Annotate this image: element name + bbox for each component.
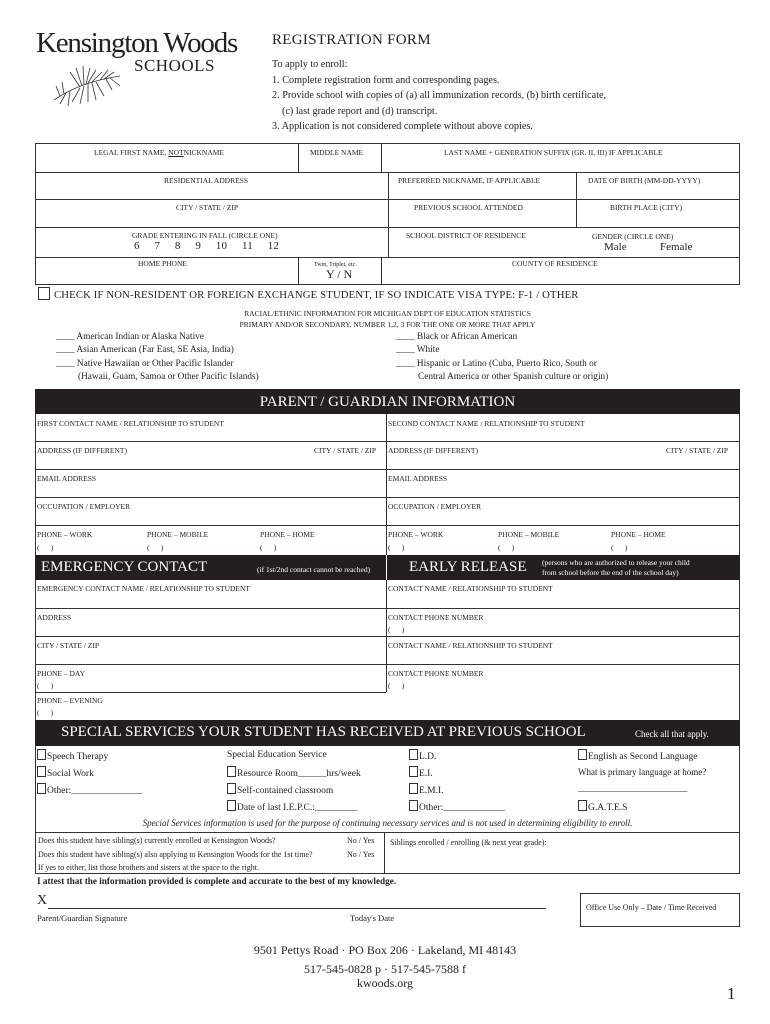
label-email-2: EMAIL ADDRESS [388, 474, 448, 483]
ethnic-option[interactable]: ____ Native Hawaiian or Other Pacific Islander [56, 358, 234, 369]
instruction-step: 2. Provide school with copies of (a) all immunization records, (b) birth certificate, [272, 90, 607, 101]
ethnic-option[interactable]: ____ Asian American (Far East, SE Asia, India) [56, 345, 234, 356]
label-previous-school: PREVIOUS SCHOOL ATTENDED [414, 203, 523, 212]
paren: ( ) [37, 708, 54, 717]
label-legal-first-name: LEGAL FIRST NAME, [94, 148, 167, 157]
sibling-q1-yn[interactable]: No / Yes [347, 836, 375, 845]
label-last-name: LAST NAME + GENERATION SUFFIX (GR. II, III) IF APPLICABLE [444, 148, 663, 157]
sibling-q3: If yes to either, list those brothers and sisters at the space to the right. [38, 863, 259, 872]
grade-options[interactable]: 6 7 8 9 10 11 12 [134, 240, 280, 252]
ei-label: E.I. [419, 769, 433, 779]
label-release-contact-1: CONTACT NAME / RELATIONSHIP TO STUDENT [388, 584, 553, 593]
instructions [272, 57, 606, 135]
footer-address: 9501 Pettys Road · PO Box 206 · Lakeland, MI 48143 [253, 943, 517, 957]
emergency-heading: EMERGENCY CONTACT [41, 559, 208, 575]
emergency-heading-bar [35, 555, 386, 580]
label-dob: DATE OF BIRTH (MM-DD-YYYY) [588, 176, 701, 185]
paren: ( ) [147, 543, 164, 552]
ld-checkbox[interactable] [409, 749, 418, 760]
label-city-state-zip: CITY / STATE / ZIP [176, 203, 239, 212]
label-emergency-phone-day: PHONE – DAY [37, 669, 86, 678]
label-phone-home-2: PHONE – HOME [611, 530, 666, 539]
label-not: NOT [168, 148, 184, 157]
label-residential-address: RESIDENTIAL ADDRESS [164, 176, 249, 185]
special-heading: SPECIAL SERVICES YOUR STUDENT HAS RECEIVED AT PREVIOUS SCHOOL [61, 724, 586, 740]
speech-therapy-checkbox[interactable] [37, 749, 46, 760]
esl-checkbox[interactable] [578, 749, 587, 760]
emergency-heading-note: (if 1st/2nd contact cannot be reached) [257, 565, 371, 574]
school-logo [36, 28, 266, 118]
instruction-step: (c) last grade report and (d) transcript. [282, 105, 438, 117]
label-occupation-1: OCCUPATION / EMPLOYER [37, 502, 131, 511]
speech-therapy-label: Speech Therapy [47, 752, 109, 762]
label-emergency-address: ADDRESS [37, 613, 72, 622]
office-use-label: Office Use Only – Date / Time Received [586, 903, 717, 912]
pine-branch-icon [50, 62, 130, 108]
primary-language-line[interactable]: _______________________ [578, 784, 688, 794]
gates-label: G.A.T.E.S [588, 803, 628, 813]
ethnic-option-note: Central America or other Spanish culture or origin) [418, 372, 609, 383]
gender-male-option[interactable]: Male [604, 241, 627, 253]
paren: ( ) [388, 625, 405, 634]
label-preferred-nickname: PREFERRED NICKNAME, IF APPLICABLE [398, 176, 541, 185]
social-work-label: Social Work [47, 769, 94, 779]
label-city-2: CITY / STATE / ZIP [666, 446, 729, 455]
paren: ( ) [37, 681, 54, 690]
instruction-step: 3. Application is not considered complete without above copies. [272, 121, 533, 132]
label-phone-work-2: PHONE – WORK [388, 530, 444, 539]
ld-label: L.D. [419, 752, 437, 762]
emi-checkbox[interactable] [409, 783, 418, 794]
instructions-intro: To apply to enroll: [272, 59, 348, 70]
sibling-q1: Does this student have sibling(s) currently enrolled at Kensington Woods? [38, 836, 276, 845]
parent-heading-bar [35, 389, 740, 414]
early-release-note-2: from school before the end of the school day) [542, 568, 679, 577]
ethnic-option[interactable]: ____ White [396, 345, 440, 356]
social-work-checkbox[interactable] [37, 766, 46, 777]
nonresident-row [38, 287, 579, 301]
instruction-step: 1. Complete registration form and corresponding pages. [272, 74, 500, 86]
label-school-district: SCHOOL DISTRICT OF RESIDENCE [406, 231, 526, 240]
special-disclaimer: Special Services information is used for the purpose of continuing necessary services and is not used in determining eligibility to enroll. [142, 818, 633, 828]
label-middle-name: MIDDLE NAME [310, 148, 364, 157]
paren: ( ) [37, 543, 54, 552]
special-ed-title: Special Education Service [227, 750, 327, 760]
parent-signature-label: Parent/Guardian Signature [37, 913, 128, 923]
ethnic-option[interactable]: ____ Black or African American [396, 332, 518, 342]
label-grade: GRADE ENTERING IN FALL (CIRCLE ONE) [132, 231, 278, 240]
parent-heading: PARENT / GUARDIAN INFORMATION [259, 394, 516, 410]
twins-options[interactable]: Y / N [326, 267, 353, 281]
label-phone-home-1: PHONE – HOME [260, 530, 315, 539]
label-occupation-2: OCCUPATION / EMPLOYER [388, 502, 482, 511]
other-ed-checkbox[interactable] [409, 800, 418, 811]
nonresident-checkbox[interactable] [38, 287, 50, 300]
early-release-note-1: (persons who are authorized to release your child [542, 558, 690, 567]
resource-room-label: Resource Room______hrs/week [237, 769, 361, 779]
office-use-box [580, 893, 740, 927]
paren: ( ) [611, 543, 628, 552]
primary-language-question: What is primary language at home? [578, 767, 707, 777]
ethnic-left-list [56, 331, 259, 385]
paren: ( ) [388, 543, 405, 552]
other-service-label: Other:_______________ [47, 786, 143, 796]
nonresident-label: CHECK IF NON-RESIDENT OR FOREIGN EXCHANGE STUDENT, IF SO INDICATE VISA TYPE: F-1 / OTHER [54, 289, 579, 301]
sibling-q2-yn[interactable]: No / Yes [347, 850, 375, 859]
label-email-1: EMAIL ADDRESS [37, 474, 97, 483]
attest-statement: I attest that the information provided is complete and accurate to the best of my knowledge. [37, 876, 397, 886]
ethnic-line1: RACIAL/ETHNIC INFORMATION FOR MICHIGAN DEPT OF EDUCATION STATISTICS [244, 309, 531, 318]
other-ed-label: Other:_____________ [419, 803, 506, 813]
signature-x: X [37, 893, 48, 908]
label-gender: GENDER (CIRCLE ONE) [592, 232, 674, 241]
emergency-grid [35, 580, 740, 720]
gates-checkbox[interactable] [578, 800, 587, 811]
label-city-1: CITY / STATE / ZIP [314, 446, 377, 455]
signature-line[interactable] [48, 908, 546, 909]
todays-date-label: Today's Date [350, 913, 395, 923]
early-release-heading-bar [386, 555, 740, 580]
ethnic-line2: PRIMARY AND/OR SECONDARY, NUMBER 1,2, 3 FOR THE ONE OR MORE THAT APPLY [239, 320, 536, 329]
ethnic-option-note: (Hawaii, Guam, Samoa or Other Pacific Islands) [78, 372, 259, 383]
footer-phone: 517-545-0828 p · 517-545-7588 f [304, 962, 466, 976]
paren: ( ) [498, 543, 515, 552]
gender-female-option[interactable]: Female [660, 241, 693, 253]
ei-checkbox[interactable] [409, 766, 418, 777]
student-info-grid [35, 143, 740, 285]
label-nickname: NICKNAME [183, 148, 225, 157]
parent-grid [35, 414, 740, 555]
label-address-2: ADDRESS (IF DIFFERENT) [388, 446, 479, 455]
self-contained-checkbox[interactable] [227, 783, 236, 794]
label-second-contact: SECOND CONTACT NAME / RELATIONSHIP TO STUDENT [388, 419, 585, 428]
emi-label: E.M.I. [419, 786, 444, 796]
label-phone-mobile-2: PHONE – MOBILE [498, 530, 560, 539]
ethnic-option[interactable]: ____ American Indian or Alaska Native [56, 332, 204, 342]
label-emergency-city: CITY / STATE / ZIP [37, 641, 100, 650]
special-heading-note: Check all that apply. [635, 729, 709, 739]
footer-web[interactable]: kwoods.org [356, 976, 414, 990]
label-address-1: ADDRESS (IF DIFFERENT) [37, 446, 128, 455]
self-contained-label: Self-contained classroom [237, 786, 334, 796]
label-emergency-name: EMERGENCY CONTACT NAME / RELATIONSHIP TO STUDENT [37, 584, 251, 593]
label-emergency-phone-evening: PHONE – EVENING [37, 696, 103, 705]
paren: ( ) [260, 543, 277, 552]
label-birth-place: BIRTH PLACE (CITY) [610, 203, 683, 212]
other-service-checkbox[interactable] [37, 783, 46, 794]
siblings-box [35, 832, 740, 874]
paren: ( ) [388, 681, 405, 690]
logo-sub: SCHOOLS [134, 56, 215, 75]
ethnic-option[interactable]: ____ Hispanic or Latino (Cuba, Puerto Rico, South or [396, 358, 597, 369]
iepc-label: Date of last I.E.P.C.:_________ [237, 803, 358, 813]
iepc-checkbox[interactable] [227, 800, 236, 811]
label-first-contact: FIRST CONTACT NAME / RELATIONSHIP TO STUDENT [37, 419, 224, 428]
early-release-heading: EARLY RELEASE [409, 559, 527, 575]
logo-name: Kensington Woods [36, 27, 238, 59]
special-heading-bar [35, 720, 740, 746]
form-title: REGISTRATION FORM [272, 32, 431, 48]
label-county: COUNTY OF RESIDENCE [512, 259, 598, 268]
page-number: 1 [727, 984, 736, 1003]
label-release-phone-1: CONTACT PHONE NUMBER [388, 613, 484, 622]
label-release-contact-2: CONTACT NAME / RELATIONSHIP TO STUDENT [388, 641, 553, 650]
label-phone-mobile-1: PHONE – MOBILE [147, 530, 209, 539]
siblings-enrolled-label: Siblings enrolled / enrolling (& next year grade): [390, 838, 547, 847]
resource-room-checkbox[interactable] [227, 766, 236, 777]
label-home-phone: HOME PHONE [138, 259, 187, 268]
esl-label: English as Second Language [588, 752, 698, 762]
label-twins: Twin, Triplet, etc. [314, 262, 357, 268]
sibling-q2: Does this student have sibling(s) also applying to Kensington Woods for the 1st time? [38, 850, 313, 859]
label-release-phone-2: CONTACT PHONE NUMBER [388, 669, 484, 678]
ethnic-right-list [396, 331, 608, 385]
label-phone-work-1: PHONE – WORK [37, 530, 93, 539]
